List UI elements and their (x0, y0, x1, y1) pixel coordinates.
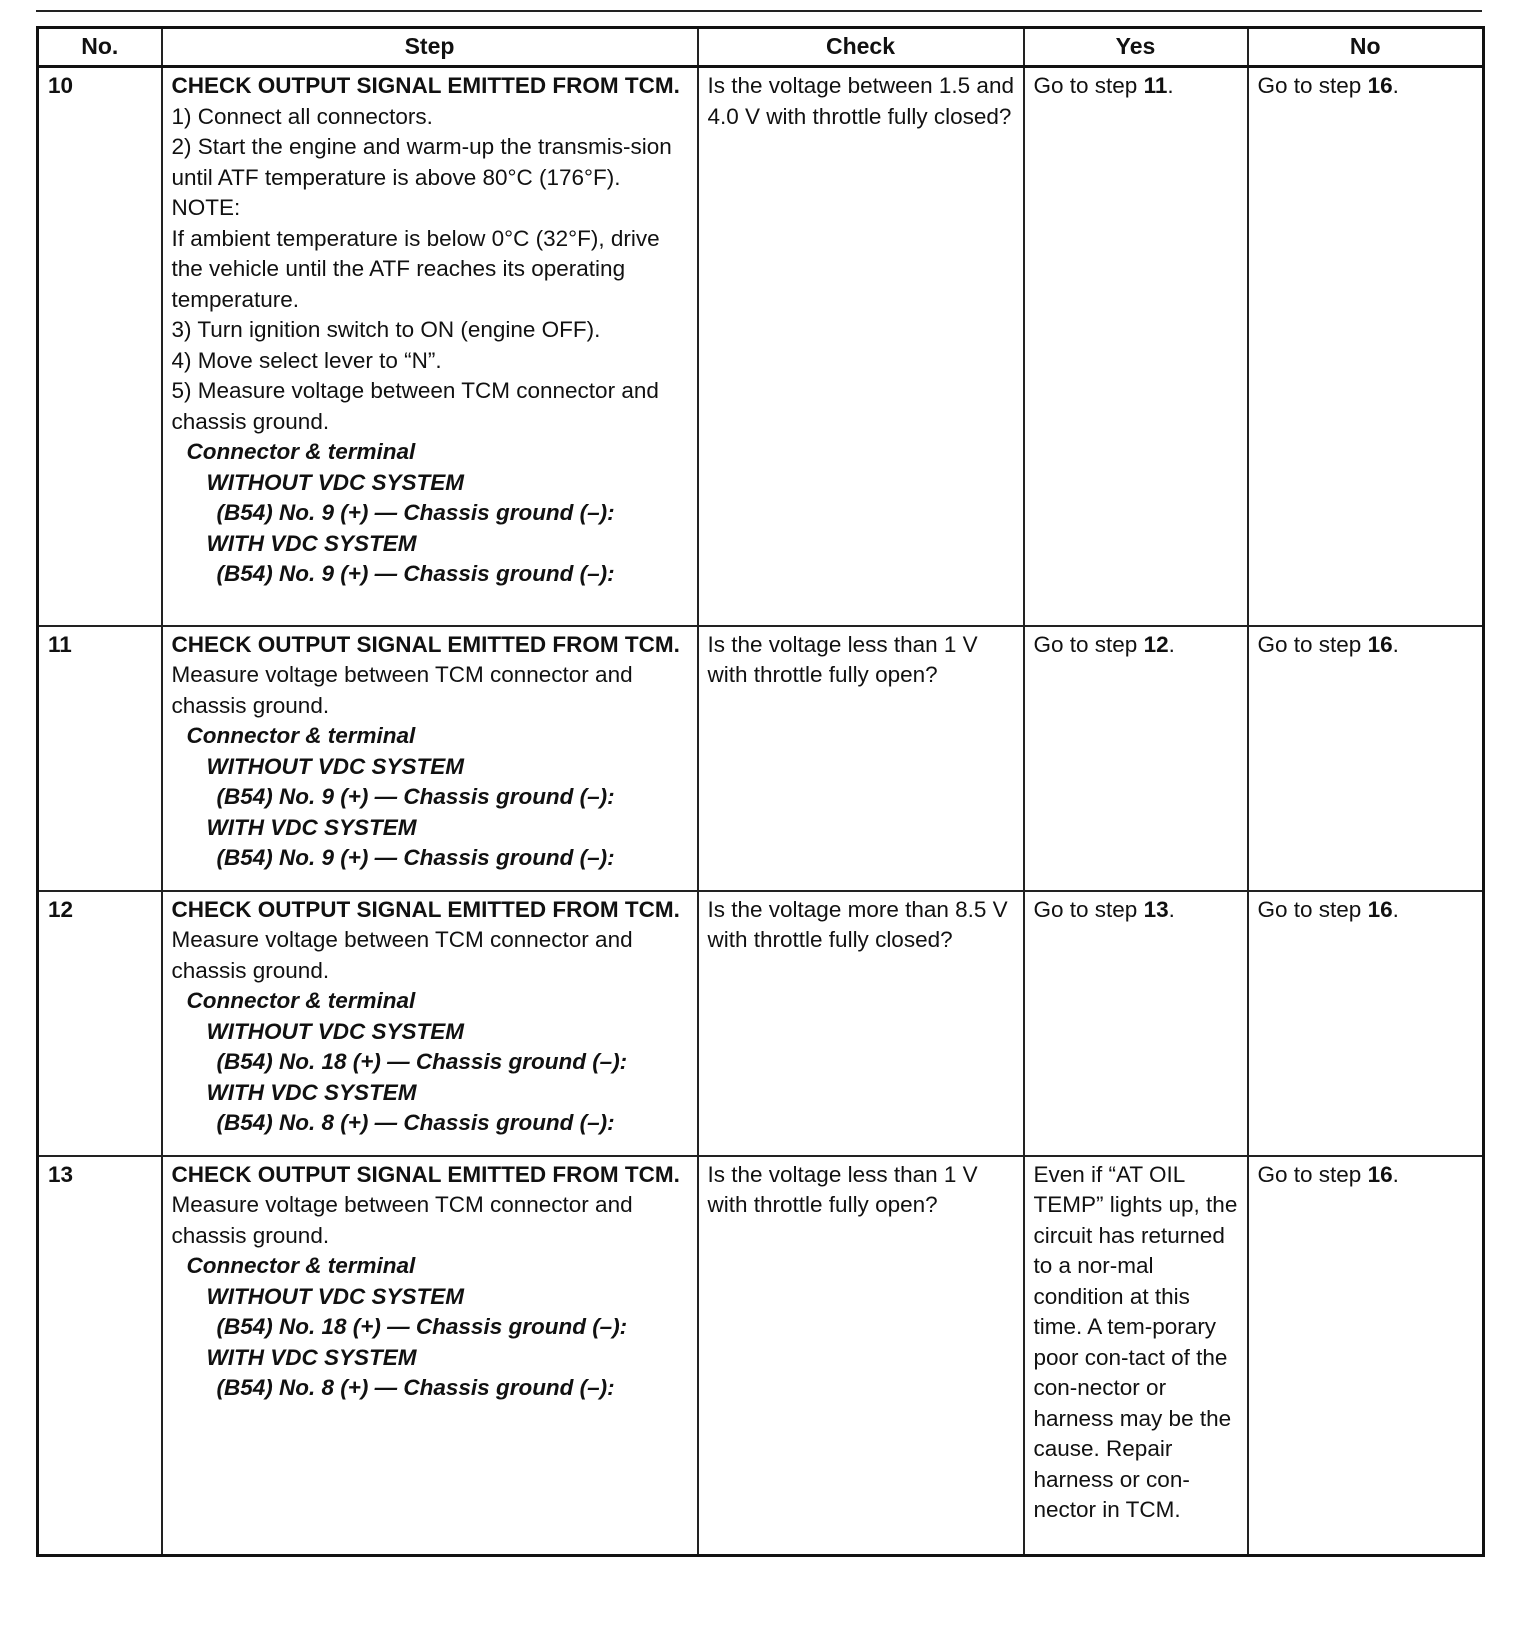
step-line: Measure voltage between TCM connector and chassis ground. (171, 1192, 633, 1248)
yes-step-ref: 12 (1143, 631, 1169, 657)
connector-terminal-label: Connector & terminal (186, 1253, 416, 1278)
top-rule (36, 10, 1482, 12)
connector-terminal-label: Connector & terminal (186, 439, 416, 464)
step-number: 10 (38, 67, 162, 626)
without-vdc-label: WITHOUT VDC SYSTEM (206, 753, 464, 779)
step-line: 5) Measure voltage between TCM connector and chassis ground. (171, 378, 659, 434)
check-cell: Is the voltage between 1.5 and 4.0 V with throttle fully closed? (698, 67, 1024, 626)
yes-step-ref: 13 (1143, 896, 1169, 922)
no-cell: Go to step 16. (1248, 626, 1484, 891)
step-line: 2) Start the engine and warm-up the transmis-sion until ATF temperature is above 80°C (176°F). (171, 134, 672, 190)
terminal-spec: (B54) No. 9 (+) — Chassis ground (–): (216, 500, 615, 525)
diagnostic-steps-table (36, 26, 1485, 1557)
terminal-spec: (B54) No. 8 (+) — Chassis ground (–): (216, 1110, 615, 1135)
header-check: Check (698, 28, 1024, 67)
with-vdc-label: WITH VDC SYSTEM (206, 1079, 417, 1105)
no-step-ref: 16 (1367, 631, 1393, 657)
no-step-ref: 16 (1367, 1161, 1393, 1187)
terminal-spec: (B54) No. 8 (+) — Chassis ground (–): (216, 1375, 615, 1400)
no-step-ref: 16 (1367, 896, 1393, 922)
step-cell (162, 1156, 698, 1556)
connector-terminal-label: Connector & terminal (186, 988, 416, 1013)
yes-prefix: Go to step (1033, 73, 1144, 98)
yes-cell: Go to step 12. (1024, 626, 1248, 891)
step-line: NOTE: (171, 195, 241, 220)
table-row (38, 1156, 1484, 1556)
step-cell (162, 626, 698, 891)
table-row (38, 891, 1484, 1156)
yes-cell: Go to step 13. (1024, 891, 1248, 1156)
header-row (38, 28, 1484, 67)
step-number: 13 (38, 1156, 162, 1556)
check-cell: Is the voltage less than 1 V with throttle fully open? (698, 626, 1024, 891)
no-prefix: Go to step (1257, 73, 1368, 98)
step-line: Measure voltage between TCM connector and chassis ground. (171, 662, 633, 718)
with-vdc-label: WITH VDC SYSTEM (206, 530, 417, 556)
with-vdc-label: WITH VDC SYSTEM (206, 814, 417, 840)
no-cell: Go to step 16. (1248, 891, 1484, 1156)
step-line: If ambient temperature is below 0°C (32°F), drive the vehicle until the ATF reaches its operating temperature. (171, 225, 660, 312)
header-no: No. (38, 28, 162, 67)
step-line: 3) Turn ignition switch to ON (engine OFF). (171, 317, 601, 342)
without-vdc-label: WITHOUT VDC SYSTEM (206, 469, 464, 495)
step-number: 11 (38, 626, 162, 891)
step-line: 4) Move select lever to “N”. (171, 347, 442, 373)
header-no-result: No (1248, 28, 1484, 67)
terminal-spec: (B54) No. 18 (+) — Chassis ground (–): (216, 1314, 628, 1339)
header-yes: Yes (1024, 28, 1248, 67)
no-cell: Go to step 16. (1248, 1156, 1484, 1556)
without-vdc-label: WITHOUT VDC SYSTEM (206, 1018, 464, 1044)
yes-prefix: Go to step (1033, 631, 1144, 657)
step-title: CHECK OUTPUT SIGNAL EMITTED FROM TCM. (171, 631, 680, 657)
yes-cell: Go to step 11. (1024, 67, 1248, 626)
check-cell: Is the voltage less than 1 V with throttle fully open? (698, 1156, 1024, 1556)
step-line: 1) Connect all connectors. (171, 103, 433, 129)
step-title: CHECK OUTPUT SIGNAL EMITTED FROM TCM. (171, 73, 680, 98)
step-cell (162, 67, 698, 626)
no-cell: Go to step 16. (1248, 67, 1484, 626)
without-vdc-label: WITHOUT VDC SYSTEM (206, 1283, 464, 1309)
connector-terminal-label: Connector & terminal (186, 723, 416, 748)
table-row (38, 626, 1484, 891)
yes-cell: Even if “AT OIL TEMP” lights up, the circuit has returned to a nor-mal condition at this time. A tem-porary poor con-tact of the con-nector or harness may be the cause. Repair harness or con-nector in TCM. (1024, 1156, 1248, 1556)
step-title: CHECK OUTPUT SIGNAL EMITTED FROM TCM. (171, 1161, 680, 1187)
header-step: Step (162, 28, 698, 67)
with-vdc-label: WITH VDC SYSTEM (206, 1344, 417, 1370)
step-line: Measure voltage between TCM connector and chassis ground. (171, 927, 633, 983)
table-row (38, 67, 1484, 626)
terminal-spec: (B54) No. 9 (+) — Chassis ground (–): (216, 561, 615, 586)
no-prefix: Go to step (1257, 1161, 1368, 1187)
check-cell: Is the voltage more than 8.5 V with throttle fully closed? (698, 891, 1024, 1156)
no-prefix: Go to step (1257, 631, 1368, 657)
terminal-spec: (B54) No. 9 (+) — Chassis ground (–): (216, 845, 615, 870)
step-cell (162, 891, 698, 1156)
no-step-ref: 16 (1367, 73, 1393, 98)
no-prefix: Go to step (1257, 896, 1368, 922)
step-title: CHECK OUTPUT SIGNAL EMITTED FROM TCM. (171, 896, 680, 922)
step-number: 12 (38, 891, 162, 1156)
terminal-spec: (B54) No. 9 (+) — Chassis ground (–): (216, 784, 615, 809)
terminal-spec: (B54) No. 18 (+) — Chassis ground (–): (216, 1049, 628, 1074)
yes-step-ref: 11 (1143, 73, 1168, 98)
yes-prefix: Go to step (1033, 896, 1144, 922)
